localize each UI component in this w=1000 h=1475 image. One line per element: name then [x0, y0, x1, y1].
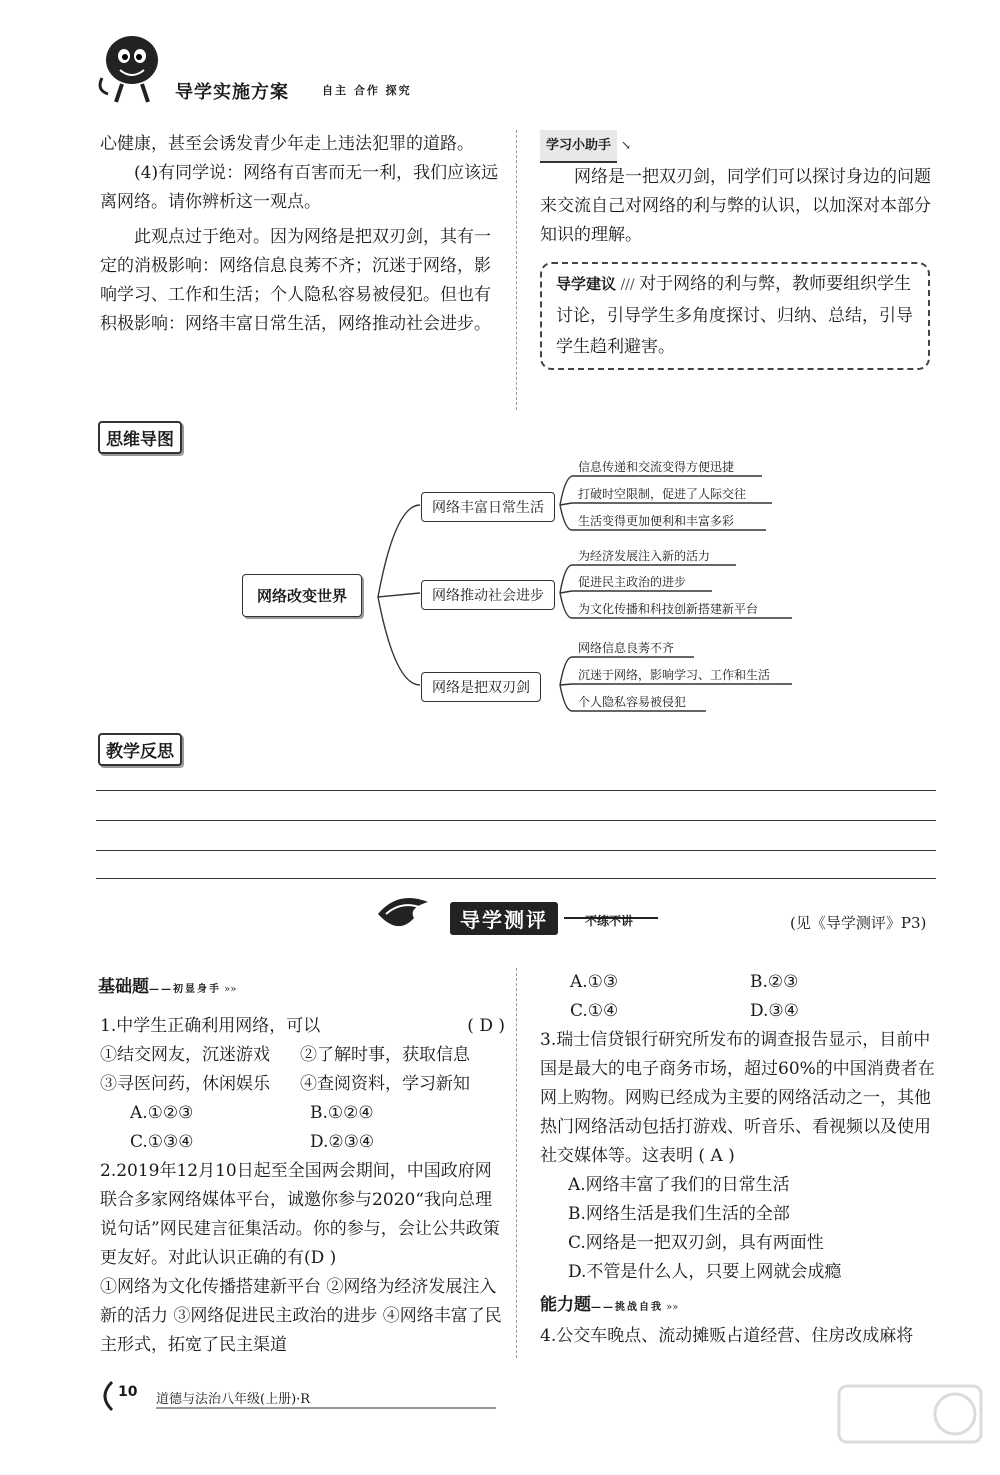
q1-item: ①结交网友，沉迷游戏 — [100, 1045, 270, 1065]
mindmap-leaf: 沉迷于网络，影响学习、工作和生活 — [578, 668, 771, 682]
q2-option-a: A.①③ — [570, 972, 619, 992]
left-question-4: (4)有同学说：网络有百害而无一利，我们应该远离网络。请你辨析这一观点。 — [100, 163, 499, 212]
q3-option-b: B.网络生活是我们生活的全部 — [568, 1204, 790, 1224]
q1-answer: ( D ) — [467, 1016, 505, 1036]
reflection-section-title: 教学反思 — [98, 733, 182, 766]
suggestion-text: 对于网络的利与弊，教师要组织学生讨论，引导学生多角度探讨、归纳、总结，引导学生趋利避害。 — [556, 274, 913, 357]
writing-line — [96, 878, 936, 879]
q1-option-d: D.②③④ — [310, 1132, 375, 1152]
questions-left — [100, 1012, 505, 1360]
left-answer: 此观点过于绝对。因为网络是把双刃剑，其有一定的消极影响：网络信息良莠不齐；沉迷于网络，影响学习、工作和生活；个人隐私容易被侵犯。但也有积极影响：网络丰富日常生活，网络推动社会进步。 — [100, 227, 491, 334]
header-subtitle: 自主 合作 探究 — [322, 84, 412, 97]
q3-option-d: D.不管是什么人，只要上网就会成瘾 — [568, 1262, 842, 1282]
banner-slogan: 不练不讲 — [585, 914, 634, 928]
q2-items: ①网络为文化传播搭建新平台 ②网络为经济发展注入新的活力 ③网络促进民主政治的进步 ④网络丰富了民主形式，拓宽了民主渠道 — [100, 1277, 502, 1355]
header-title: 导学实施方案 — [175, 82, 289, 103]
writing-line — [96, 850, 936, 851]
basic-subtitle: ——初显身手 — [149, 984, 221, 995]
left-paragraph-1: 心健康，甚至会诱发青少年走上违法犯罪的道路。 — [100, 134, 474, 154]
questions-right — [540, 968, 940, 1351]
q1-option-c: C.①③④ — [130, 1132, 194, 1152]
writing-line — [96, 820, 936, 821]
mindmap-branch-1: 网络丰富日常生活 — [421, 492, 555, 522]
q3-option-c: C.网络是一把双刃剑，具有两面性 — [568, 1233, 824, 1253]
q3-stem: 3.瑞士信贷银行研究所发布的调查报告显示，目前中国是最大的电子商务市场，超过60%的中国消费者在网上购物。网购已经成为主要的网络活动之一，其他热门网络活动包括打游戏、听音乐、看视频以及使用社交媒体等。这表明 — [540, 1030, 935, 1166]
q1-item: ③寻医问药，休闲娱乐 — [100, 1074, 270, 1094]
q1-option-b: B.①②④ — [310, 1103, 374, 1123]
basic-title: 基础题 — [98, 977, 149, 997]
arrow-icon: ↘ — [617, 138, 631, 152]
mindmap-root: 网络改变世界 — [242, 574, 362, 617]
q2-stem: 2.2019年12月10日起至全国两会期间，中国政府网联合多家网络媒体平台，诚邀你参与2020“我向总理说句话”网民建言征集活动。你的参与，会让公共政策更友好。对此认识正确的有( — [100, 1161, 500, 1268]
q3-answer: ( A ) — [698, 1146, 735, 1166]
ability-title: 能力题 — [540, 1295, 591, 1315]
q1-stem: 1.中学生正确利用网络，可以 — [100, 1016, 321, 1036]
q4-stem: 4.公交车晚点、流动摊贩占道经营、住房改成麻将 — [540, 1326, 914, 1346]
watermark-logo-icon — [835, 1380, 985, 1475]
mindmap-leaf: 为经济发展注入新的活力 — [578, 549, 711, 563]
mindmap-branch-3: 网络是把双刃剑 — [421, 672, 541, 702]
mindmap-leaf: 为文化传播和科技创新搭建新平台 — [578, 602, 759, 616]
basic-section-header: 基础题——初显身手 »» — [98, 977, 237, 997]
q2-option-d: D.③④ — [750, 1001, 799, 1021]
ability-subtitle: ——挑战自我 — [591, 1302, 663, 1313]
q2-answer: D ) — [310, 1248, 337, 1268]
page-number: 10 — [118, 1384, 138, 1400]
q3-option-a: A.网络丰富了我们的日常生活 — [568, 1175, 790, 1195]
q1-option-a: A.①②③ — [130, 1103, 194, 1123]
mindmap-branch-2: 网络推动社会进步 — [421, 580, 555, 610]
q1-item: ②了解时事，获取信息 — [300, 1045, 470, 1065]
mindmap-leaf: 信息传递和交流变得方便迅捷 — [578, 460, 735, 474]
mindmap-section-title: 思维导图 — [98, 421, 182, 454]
helper-label: 学习小助手 — [540, 130, 617, 163]
writing-line — [96, 790, 936, 791]
mindmap-leaf: 网络信息良莠不齐 — [578, 641, 675, 655]
helper-text: 网络是一把双刃剑，同学们可以探讨身边的问题来交流自己对网络的利与弊的认识，以加深对本部分知识的理解。 — [540, 167, 931, 245]
q1-item: ④查阅资料，学习新知 — [300, 1074, 470, 1094]
slash-icon: /// — [616, 277, 640, 293]
suggestion-label: 导学建议 — [556, 275, 617, 293]
banner-title: 导学测评 — [450, 902, 558, 935]
mindmap-leaf: 生活变得更加便利和丰富多彩 — [578, 514, 735, 528]
mindmap-leaf: 促进民主政治的进步 — [578, 575, 687, 589]
q2-option-b: B.②③ — [750, 972, 799, 992]
column-divider — [516, 968, 517, 1358]
mindmap-leaf: 打破时空限制，促进了人际交往 — [578, 487, 747, 501]
q2-option-c: C.①④ — [570, 1001, 619, 1021]
banner-reference: (见《导学测评》P3) — [790, 914, 927, 932]
ability-section-header: 能力题——挑战自我 »» — [540, 1295, 679, 1315]
book-title: 道德与法治八年级(上册)·R — [156, 1392, 311, 1407]
mindmap-leaf: 个人隐私容易被侵犯 — [578, 695, 687, 709]
